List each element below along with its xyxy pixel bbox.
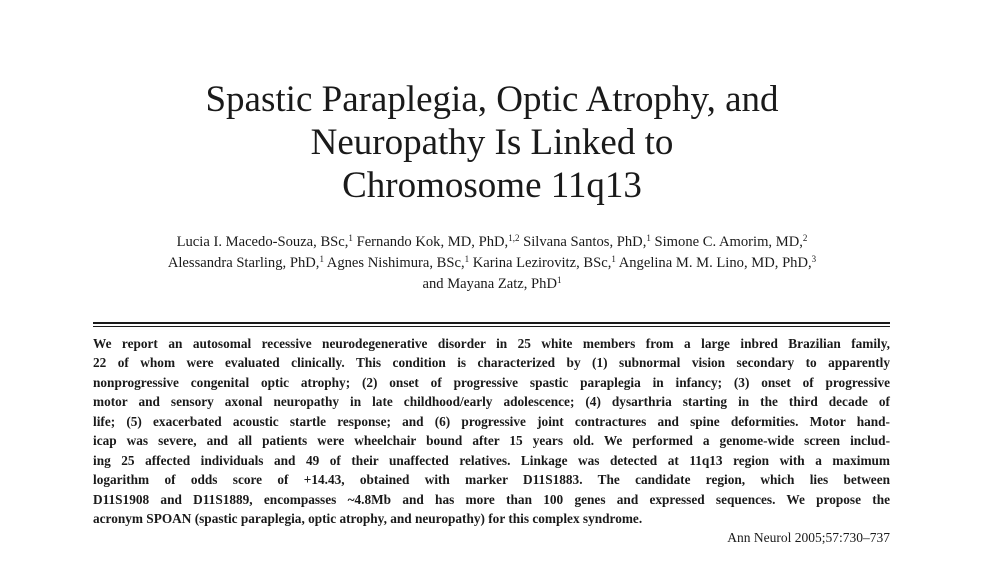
author-affiliation: 3 [811,254,817,264]
author-name: Angelina M. M. Lino, MD, PhD, [618,255,812,271]
author-affiliation: 1,2 [508,233,520,243]
abstract-line: 22 of whom were evaluated clinically. This condition is characterized by (1) subnormal vision secondary to apparently [93,355,890,371]
abstract-line: acronym SPOAN (spastic paraplegia, optic atrophy, and neuropathy) for this complex syndrome. [93,511,643,527]
abstract-top-rule-thin [93,326,890,327]
author-affiliation: 1 [348,233,353,243]
abstract-top-rule [93,322,890,324]
abstract-line: ing 25 affected individuals and 49 of their unaffected relatives. Linkage was detected at 11q13 region with a maximum [93,452,890,468]
author-name: Silvana Santos, PhD, [523,234,647,250]
abstract [93,334,890,529]
abstract-line: life; (5) exacerbated acoustic startle response; and (6) progressive joint contractures and spine deformities. Motor hand- [93,413,890,429]
author-affiliation: 1 [464,254,470,264]
journal-citation: Ann Neurol 2005;57:730–737 [727,530,890,545]
author-line [60,274,924,295]
author-list [60,232,924,295]
author-name: Agnes Nishimura, BSc, [326,255,465,271]
abstract-line: D11S1908 and D11S1889, encompasses ~4.8Mb and has more than 100 genes and expressed sequences. We propose the [93,491,890,507]
author-name: Alessandra Starling, PhD, [167,255,320,271]
abstract-line: logarithm of odds score of +14.43, obtained with marker D11S1883. The candidate region, which lies between [93,472,890,488]
author-name: Fernando Kok, MD, PhD, [356,234,509,250]
abstract-line: We report an autosomal recessive neurodegenerative disorder in 25 white members from a large inbred Brazilian family, [93,336,890,351]
abstract-line: motor and sensory axonal neuropathy in late childhood/early adolescence; (4) dysarthria starting in the third decade of [93,394,890,410]
author-affiliation: 2 [802,233,808,243]
author-name: Karina Lezirovitz, BSc, [472,255,612,271]
title-line: Neuropathy Is Linked to [310,122,674,163]
author-affiliation: 1 [611,254,616,264]
abstract-line: nonprogressive congenital optic atrophy; (2) onset of progressive spastic paraplegia in infancy; (3) onset of progressive [93,374,890,390]
author-name: and Mayana Zatz, PhD [422,276,558,292]
author-affiliation: 1 [557,275,562,285]
title-line: Spastic Paraplegia, Optic Atrophy, and [205,79,779,120]
author-line [60,232,924,253]
paper-title [0,78,984,207]
author-affiliation: 1 [646,233,651,243]
author-name: Simone C. Amorim, MD, [654,234,803,250]
author-line [60,253,924,274]
abstract-line: icap was severe, and all patients were wheelchair bound after 15 years old. We performed a genome-wide screen includ- [93,433,890,449]
author-name: Lucia I. Macedo-Souza, BSc, [176,234,349,250]
title-line: Chromosome 11q13 [342,165,642,206]
author-affiliation: 1 [319,254,324,264]
